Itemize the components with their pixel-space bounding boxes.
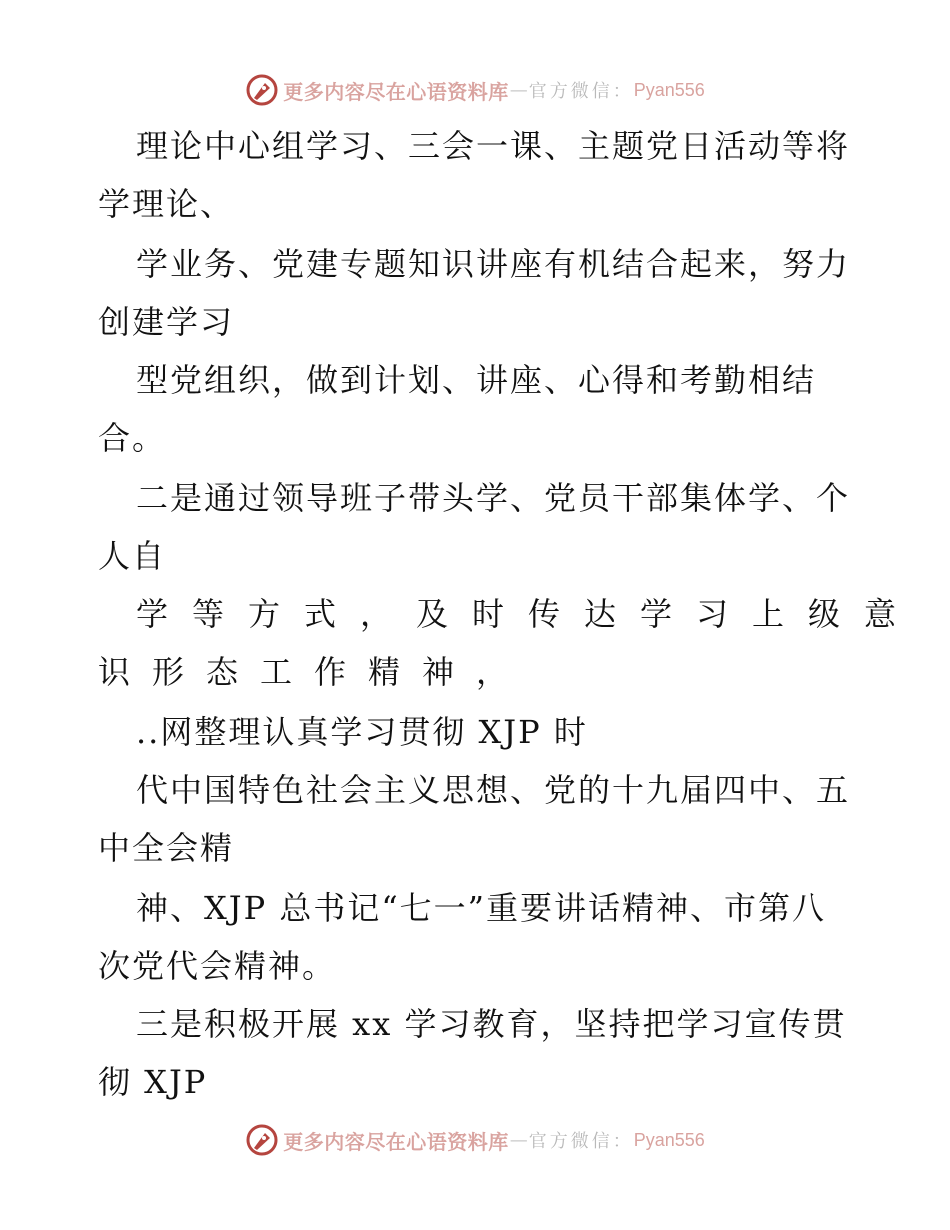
- text-line: 次党代会精神。: [98, 947, 337, 985]
- pen-nib-logo-icon: [245, 1123, 279, 1157]
- text-line: 三是积极开展 xx 学习教育，坚持把学习宣传贯: [136, 1005, 847, 1043]
- text-line: 彻 XJP: [98, 1063, 208, 1101]
- text-line: 理论中心组学习、三会一课、主题党日活动等将: [136, 127, 851, 165]
- header-watermark: [0, 72, 950, 108]
- watermark-main-text: 更多内容尽在心语资料库: [283, 1129, 509, 1154]
- text-line: 人自: [98, 537, 167, 575]
- watermark-dash: —: [509, 79, 528, 101]
- text-line: 创建学习: [98, 303, 235, 341]
- text-line: 型党组织，做到计划、讲座、心得和考勤相结: [136, 361, 817, 399]
- text-line: 神、XJP 总书记“七一”重要讲话精神、市第八: [136, 889, 827, 927]
- footer-watermark: [0, 1122, 950, 1158]
- watermark-wechat-id: Pyan556: [633, 1129, 705, 1150]
- text-line: 合。: [98, 419, 167, 457]
- text-line: 学业务、党建专题知识讲座有机结合起来，努力: [136, 245, 851, 283]
- text-line: ..网整理认真学习贯彻 XJP 时: [136, 713, 588, 751]
- watermark-wechat-label: 官方微信：: [528, 1131, 634, 1152]
- text-line: 学理论、: [98, 185, 235, 223]
- text-line: 代中国特色社会主义思想、党的十九届四中、五: [136, 771, 851, 809]
- watermark-wechat-label: 官方微信：: [528, 81, 634, 102]
- text-line: 二是通过领导班子带头学、党员干部集体学、个: [136, 479, 851, 517]
- watermark-dash: —: [509, 1129, 528, 1151]
- watermark-wechat-id: Pyan556: [633, 79, 705, 100]
- watermark-main-text: 更多内容尽在心语资料库: [283, 79, 509, 104]
- pen-nib-logo-icon: [245, 73, 279, 107]
- text-line: 学等方式，及时传达学习上级意: [136, 595, 921, 633]
- text-line: 识形态工作精神，: [98, 653, 531, 691]
- text-line: 中全会精: [98, 829, 235, 867]
